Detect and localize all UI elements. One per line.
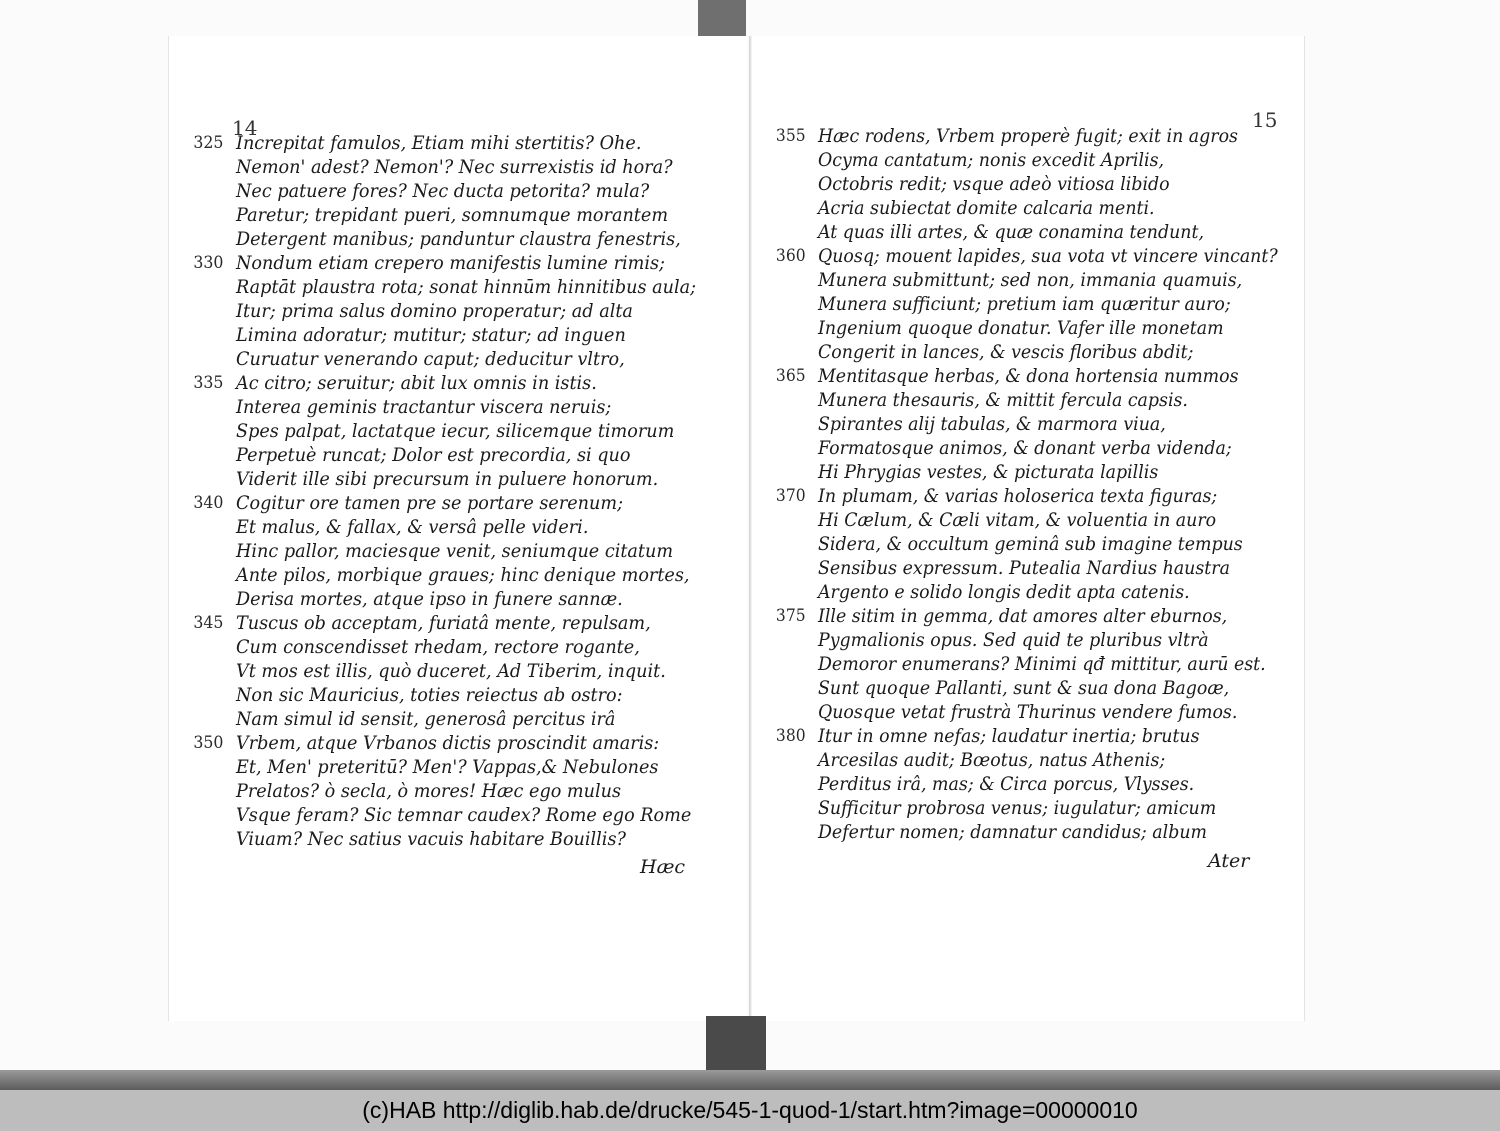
verse-text: Non sic Mauricius, toties reiectus ab ostro: — [236, 684, 623, 706]
line-number: 375 — [775, 606, 806, 626]
verse-line — [193, 611, 696, 635]
verse-line — [818, 532, 1278, 556]
verse-text: Hi Phrygias vestes, & picturata lapillis — [818, 461, 1159, 483]
verse-line — [236, 395, 696, 419]
verse-text: Cogitur ore tamen pre se portare serenum; — [236, 492, 624, 514]
verse-line — [236, 827, 696, 851]
verse-line — [818, 460, 1278, 484]
verse-text: Ac citro; seruitur; abit lux omnis in istis. — [236, 372, 597, 394]
verse-text: Vrbem, atque Vrbanos dictis proscindit amaris: — [236, 732, 660, 754]
verse-text: Nondum etiam crepero manifestis lumine rimis; — [236, 252, 665, 274]
verse-text: Spirantes alij tabulas, & marmora viua, — [818, 413, 1166, 435]
line-number: 380 — [775, 726, 806, 746]
verse-line — [236, 587, 696, 611]
line-number: 330 — [193, 253, 224, 273]
line-number: 340 — [193, 493, 224, 513]
verse-text: Increpitat famulos, Etiam mihi stertitis? Ohe. — [236, 132, 642, 154]
verse-line — [236, 803, 696, 827]
verse-line — [775, 364, 1278, 388]
verse-text: Viuam? Nec satius vacuis habitare Bouillis? — [236, 828, 626, 850]
verse-text: Hæc rodens, Vrbem properè fugit; exit in agros — [818, 125, 1238, 147]
verse-text: Nam simul id sensit, generosâ percitus irâ — [236, 708, 616, 730]
line-number: 360 — [775, 246, 806, 266]
verse-text: Raptāt plaustra rota; sonat hinnūm hinnitibus aula; — [236, 276, 697, 298]
verse-text: Sufficitur probrosa venus; iugulatur; amicum — [818, 797, 1217, 819]
verse-text: Vsque feram? Sic temnar caudex? Rome ego Rome — [236, 804, 692, 826]
verse-text: Sunt quoque Pallanti, sunt & sua dona Bagoæ, — [818, 677, 1230, 699]
verse-line — [818, 316, 1278, 340]
verse-line — [775, 484, 1278, 508]
verse-line — [236, 563, 696, 587]
scan-bottom-edge — [0, 1070, 1500, 1090]
verse-text: Interea geminis tractantur viscera neruis; — [236, 396, 612, 418]
verse-line — [818, 676, 1278, 700]
verse-line — [818, 580, 1278, 604]
verse-text: In plumam, & varias holoserica texta figuras; — [818, 485, 1218, 507]
verse-line — [236, 323, 696, 347]
verse-text: Ille sitim in gemma, dat amores alter eburnos, — [818, 605, 1228, 627]
verse-text: Cum conscendisset rhedam, rectore rogante, — [236, 636, 640, 658]
verse-text: Spes palpat, lactatque iecur, silicemque timorum — [236, 420, 675, 442]
verse-line — [818, 388, 1278, 412]
verse-line — [818, 508, 1278, 532]
verse-line — [818, 268, 1278, 292]
verse-line — [818, 772, 1278, 796]
verse-text: Munera thesauris, & mittit fercula capsis. — [818, 389, 1188, 411]
verse-text: Limina adoratur; mutitur; statur; ad inguen — [236, 324, 626, 346]
verse-line — [236, 659, 696, 683]
verse-text: At quas illi artes, & quæ conamina tendunt, — [818, 221, 1204, 243]
verse-line — [818, 652, 1278, 676]
verse-text: Perditus irâ, mas; & Circa porcus, Vlysses. — [818, 773, 1195, 795]
verse-text: Formatosque animos, & donant verba videnda; — [818, 437, 1232, 459]
verse-text: Ocyma cantatum; nonis excedit Aprilis, — [818, 149, 1165, 171]
verse-text: Demoror enumerans? Minimi qđ mittitur, aurū est. — [818, 653, 1266, 675]
verse-line — [818, 412, 1278, 436]
verse-line — [236, 515, 696, 539]
verse-text: Argento e solido longis dedit apta catenis. — [818, 581, 1190, 603]
verse-line — [236, 275, 696, 299]
verse-text: Nemon' adest? Nemon'? Nec surrexistis id hora? — [236, 156, 673, 178]
verse-line — [193, 131, 696, 155]
verse-line — [236, 203, 696, 227]
verse-text: Hi Cælum, & Cæli vitam, & voluentia in auro — [818, 509, 1217, 531]
verse-text: Munera submittunt; sed non, immania quamuis, — [818, 269, 1243, 291]
right-verse-block — [775, 124, 1278, 844]
verse-line — [236, 467, 696, 491]
verse-text: Viderit ille sibi precursum in puluere honorum. — [236, 468, 659, 490]
verse-line — [236, 227, 696, 251]
verse-text: Octobris redit; vsque adeò vitiosa libido — [818, 173, 1170, 195]
verse-line — [818, 340, 1278, 364]
verse-line — [236, 707, 696, 731]
verse-line — [818, 820, 1278, 844]
verse-line — [818, 700, 1278, 724]
line-number: 370 — [775, 486, 806, 506]
verse-text: Acria subiectat domite calcaria menti. — [818, 197, 1155, 219]
verse-text: Ante pilos, morbique graues; hinc denique mortes, — [236, 564, 690, 586]
line-number: 365 — [775, 366, 806, 386]
verse-line — [236, 299, 696, 323]
verse-text: Nec patuere fores? Nec ducta petorita? mula? — [236, 180, 650, 202]
verse-line — [775, 724, 1278, 748]
verse-line — [818, 796, 1278, 820]
verse-line — [193, 251, 696, 275]
verse-line — [236, 155, 696, 179]
verse-line — [818, 196, 1278, 220]
verse-line — [236, 683, 696, 707]
verse-text: Sidera, & occultum geminâ sub imagine tempus — [818, 533, 1243, 555]
verse-text: Quosq; mouent lapides, sua vota vt vincere vincant? — [818, 245, 1278, 267]
verse-line — [818, 436, 1278, 460]
verse-line — [818, 172, 1278, 196]
verse-text: Prelatos? ò secla, ò mores! Hæc ego mulus — [236, 780, 622, 802]
verse-line — [775, 604, 1278, 628]
verse-text: Et malus, & fallax, & versâ pelle videri. — [236, 516, 589, 538]
line-number: 355 — [775, 126, 806, 146]
verse-line — [236, 179, 696, 203]
verse-text: Mentitasque herbas, & dona hortensia nummos — [818, 365, 1239, 387]
verse-text: Et, Men' preteritū? Men'? Vappas,& Nebulones — [236, 756, 659, 778]
verse-text: Perpetuè runcat; Dolor est precordia, si quo — [236, 444, 631, 466]
verse-line — [775, 124, 1278, 148]
verse-line — [193, 371, 696, 395]
verse-line — [818, 556, 1278, 580]
verse-text: Paretur; trepidant pueri, somnumque morantem — [236, 204, 669, 226]
verse-text: Tuscus ob acceptam, furiatâ mente, repulsam, — [236, 612, 651, 634]
footer-credit: (c)HAB http://diglib.hab.de/drucke/545-1-quod-1/start.htm?image=00000010 — [0, 1090, 1500, 1131]
verse-line — [818, 220, 1278, 244]
line-number: 325 — [193, 133, 224, 153]
right-page-number: 15 — [1252, 108, 1278, 132]
verse-text: Vt mos est illis, quò duceret, Ad Tiberim, inquit. — [236, 660, 666, 682]
verse-text: Arcesilas audit; Bœotus, natus Athenis; — [818, 749, 1166, 771]
line-number: 335 — [193, 373, 224, 393]
left-page-number: 14 — [232, 116, 258, 140]
line-number: 350 — [193, 733, 224, 753]
verse-line — [818, 148, 1278, 172]
verse-text: Ingenium quoque donatur. Vafer ille monetam — [818, 317, 1224, 339]
verse-line — [236, 755, 696, 779]
left-catchword: Hæc — [640, 856, 686, 878]
verse-line — [193, 491, 696, 515]
verse-text: Munera sufficiunt; pretium iam quæritur auro; — [818, 293, 1231, 315]
verse-line — [193, 731, 696, 755]
left-verse-block — [193, 131, 697, 851]
verse-line — [236, 419, 696, 443]
verse-line — [236, 779, 696, 803]
verse-text: Defertur nomen; damnatur candidus; album — [818, 821, 1208, 843]
verse-line — [818, 748, 1278, 772]
verse-text: Itur in omne nefas; laudatur inertia; brutus — [818, 725, 1200, 747]
verse-line — [818, 628, 1278, 652]
verse-line — [236, 635, 696, 659]
verse-text: Congerit in lances, & vescis floribus abdit; — [818, 341, 1194, 363]
spine-shadow-top — [698, 0, 746, 36]
verse-text: Sensibus expressum. Putealia Nardius haustra — [818, 557, 1230, 579]
verse-line — [818, 292, 1278, 316]
verse-text: Curuatur venerando caput; deducitur vltro, — [236, 348, 625, 370]
line-number: 345 — [193, 613, 224, 633]
verse-text: Pygmalionis opus. Sed quid te pluribus vltrà — [818, 629, 1209, 651]
verse-line — [236, 347, 696, 371]
verse-text: Itur; prima salus domino properatur; ad alta — [236, 300, 633, 322]
verse-line — [236, 539, 696, 563]
right-catchword: Ater — [1208, 850, 1250, 872]
verse-text: Hinc pallor, maciesque venit, seniumque citatum — [236, 540, 674, 562]
verse-line — [236, 443, 696, 467]
verse-line — [775, 244, 1278, 268]
verse-text: Derisa mortes, atque ipso in funere sannæ. — [236, 588, 623, 610]
verse-text: Detergent manibus; panduntur claustra fenestris, — [236, 228, 681, 250]
spine-shadow-bottom — [706, 1016, 766, 1074]
verse-text: Quosque vetat frustrà Thurinus vendere fumos. — [818, 701, 1238, 723]
